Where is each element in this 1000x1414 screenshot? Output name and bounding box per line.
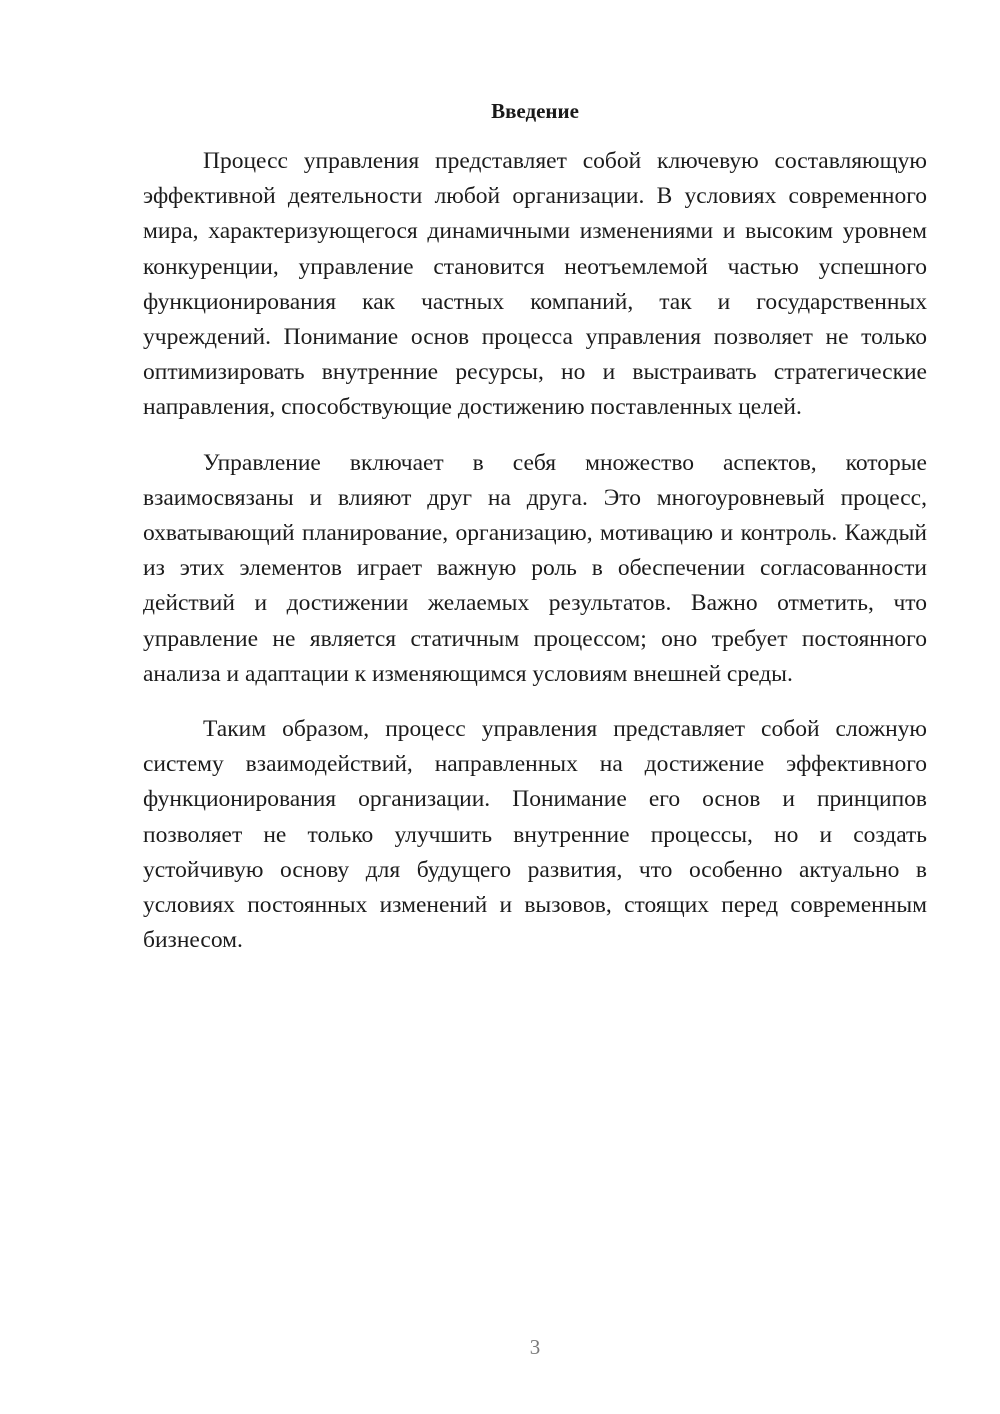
paragraph-1: Процесс управления представляет собой ключевую составляющую эффективной деятельности любой организации. В условиях современного мира, характеризующегося динамичными изменениями и высоким уровнем конкуренции, управление становится неотъемлемой частью успешного функционирования как частных компаний, так и государственных учреждений. Понимание основ процесса управления позволяет не только оптимизировать внутренние ресурсы, но и выстраивать стратегические направления, способствующие достижению поставленных целей. (143, 148, 927, 421)
paragraph-2: Управление включает в себя множество аспектов, которые взаимосвязаны и влияют друг на друга. Это многоуровневый процесс, охватывающий планирование, организацию, мотивацию и контроль. Каждый из этих элементов играет важную роль в обеспечении согласованности действий и достижении желаемых результатов. Важно отметить, что управление не является статичным процессом; оно требует постоянного анализа и адаптации к изменяющимся условиям внешней среды. (143, 449, 927, 687)
paragraph-3: Таким образом, процесс управления представляет собой сложную систему взаимодействий, направленных на достижение эффективного функционирования организации. Понимание его основ и принципов позволяет не только улучшить внутренние процессы, но и создать устойчивую основу для будущего развития, что особенно актуально в условиях постоянных изменений и вызовов, стоящих перед современным бизнесом. (143, 716, 927, 954)
page-number: 3 (529, 1335, 541, 1359)
page-title: Введение (491, 99, 579, 123)
document-body (143, 144, 927, 978)
